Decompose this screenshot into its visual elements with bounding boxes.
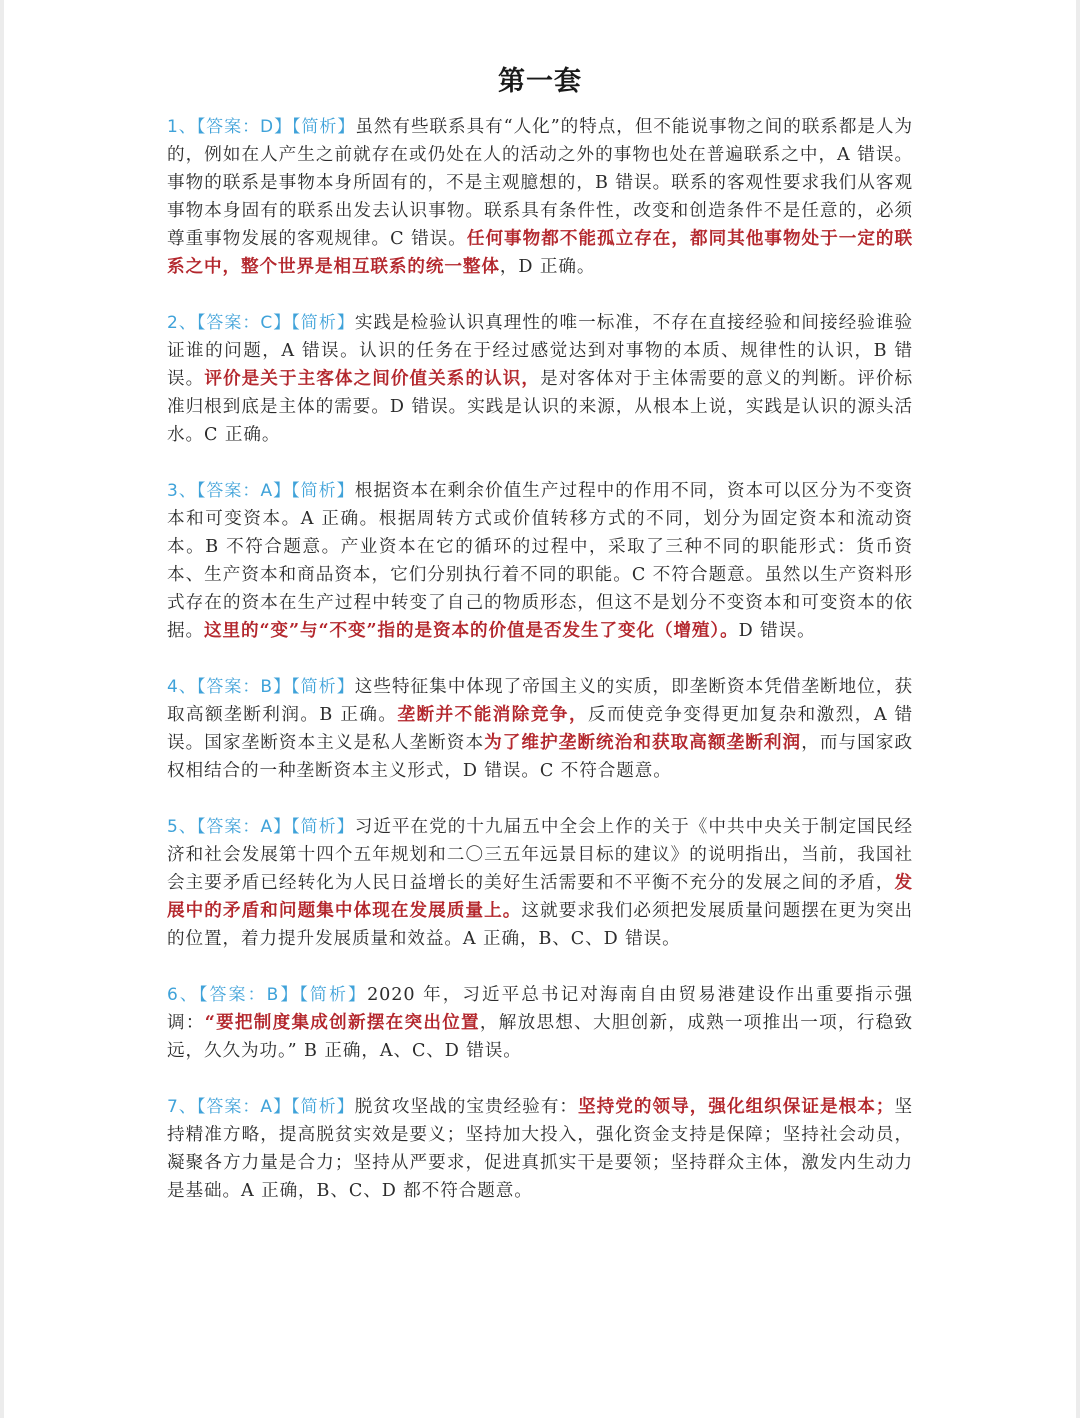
- explanation-text: 这就要求我们必须把发展质量问题摆在更为突出的位置，着力提升发展质量和效益。A 正确，B、C、D 错误。: [167, 901, 913, 949]
- answer-item-4: [167, 673, 913, 785]
- analysis-tag: 【简析】: [291, 481, 355, 501]
- analysis-tag: 【简析】: [291, 677, 355, 697]
- key-point-highlight: 坚持党的领导，强化组织保证是根本；: [578, 1096, 895, 1117]
- question-number: 7、: [167, 1097, 197, 1117]
- analysis-tag: 【简析】: [291, 313, 355, 333]
- page-edge-right: [1076, 0, 1080, 1418]
- answer-label: 【答案：A】: [196, 481, 292, 501]
- answer-item-6: [167, 981, 913, 1065]
- answer-label: 【答案：A】: [196, 1097, 292, 1117]
- explanation-text: 虽然有些联系具有“人化”的特点，但不能说事物之间的联系都是人为的，例如在人产生之前就存在或仍处在人的活动之外的事物也处在普遍联系之中，A 错误。事物的联系是事物本身所固有的，不是主观臆想的，B 错误。联系的客观性要求我们从客观事物本身固有的联系出发去认识事物。联系具有条件性，改变和创造条件不是任意的，必须尊重事物发展的客观规律。C 错误。: [167, 117, 913, 249]
- explanation-text: 脱贫攻坚战的宝贵经验有：: [354, 1097, 579, 1117]
- explanation-text: ，解放思想、大胆创新，成熟一项推出一项，行稳致远，久久为功。” B 正确，A、C、D 错误。: [167, 1013, 914, 1061]
- answer-item-7: [167, 1093, 913, 1205]
- answer-label: 【答案：B】: [198, 985, 300, 1005]
- analysis-tag: 【简析】: [291, 817, 355, 837]
- explanation-text: 习近平在党的十九届五中全会上作的关于《中共中央关于制定国民经济和社会发展第十四个五年规划和二〇三五年远景目标的建议》的说明指出，当前，我国社会主要矛盾已经转化为人民日益增长的美好生活需要和不平衡不充分的发展之间的矛盾，: [167, 817, 913, 893]
- key-point-highlight: 发展中的矛盾和问题集中体现在发展质量上。: [167, 872, 913, 921]
- answer-item-3: [167, 477, 913, 645]
- explanation-text: 反而使竞争变得更加复杂和激烈，A 错误。国家垄断资本主义是私人垄断资本: [167, 705, 913, 753]
- page-title: 第一套: [498, 66, 582, 97]
- answer-label: 【答案：B】: [196, 677, 292, 697]
- answer-item-1: [167, 113, 913, 281]
- explanation-text: 坚持精准方略，提高脱贫实效是要义；坚持加大投入，强化资金支持是保障；坚持社会动员，凝聚各方力量是合力；坚持从严要求，促进真抓实干是要领；坚持群众主体，激发内生动力是基础。A 正确，B、C、D 都不符合题意。: [167, 1097, 913, 1201]
- question-number: 5、: [167, 817, 197, 837]
- explanation-text: D 错误。: [738, 621, 816, 641]
- explanation-text: 是对客体对于主体需要的意义的判断。评价标准归根到底是主体的需要。D 错误。实践是认识的来源，从根本上说，实践是认识的源头活水。C 正确。: [167, 369, 913, 445]
- page-edge-left: [0, 0, 4, 1418]
- key-point-highlight: 任何事物都不能孤立存在，都同其他事物处于一定的联系之中，整个世界是相互联系的统一整体: [167, 228, 913, 277]
- explanation-text: 实践是检验认识真理性的唯一标准，不存在直接经验和间接经验谁验证谁的问题，A 错误。认识的任务在于经过感觉达到对事物的本质、规律性的认识，B 错误。: [167, 313, 913, 389]
- key-point-highlight: 这里的“变”与“不变”指的是资本的价值是否发生了变化（增殖）。: [204, 620, 739, 641]
- analysis-tag: 【简析】: [299, 985, 368, 1005]
- question-number: 2、: [167, 313, 197, 333]
- answer-item-5: [167, 813, 913, 953]
- question-number: 1、: [167, 117, 197, 137]
- explanation-text: ，D 正确。: [499, 257, 596, 277]
- key-point-highlight: 为了维护垄断统治和获取高额垄断利润: [484, 732, 802, 753]
- answer-label: 【答案：D】: [196, 117, 293, 137]
- explanation-text: 根据资本在剩余价值生产过程中的作用不同，资本可以区分为不变资本和可变资本。A 正确。根据周转方式或价值转移方式的不同，划分为固定资本和流动资本。B 不符合题意。产业资本在它的循环的过程中，采取了三种不同的职能形式：货币资本、生产资本和商品资本，它们分别执行着不同的职能。C 不符合题意。虽然以生产资料形式存在的资本在生产过程中转变了自己的物质形态，但这不是划分不变资本和可变资本的依据。: [167, 481, 913, 641]
- answer-label: 【答案：A】: [196, 817, 292, 837]
- question-number: 3、: [167, 481, 197, 501]
- explanation-text: 2020 年，习近平总书记对海南自由贸易港建设作出重要指示强调：: [167, 985, 913, 1033]
- explanation-text: 这些特征集中体现了帝国主义的实质，即垄断资本凭借垄断地位，获取高额垄断利润。B 正确。: [167, 677, 913, 725]
- answer-label: 【答案：C】: [196, 313, 292, 333]
- question-number: 4、: [167, 677, 197, 697]
- analysis-tag: 【简析】: [292, 117, 356, 137]
- key-point-highlight: “要把制度集成创新摆在突出位置: [204, 1012, 480, 1033]
- explanation-text: ，而与国家政权相结合的一种垄断资本主义形式，D 错误。C 不符合题意。: [167, 733, 913, 781]
- analysis-tag: 【简析】: [291, 1097, 355, 1117]
- question-number: 6、: [167, 985, 199, 1005]
- key-point-highlight: 评价是关于主客体之间价值关系的认识，: [204, 368, 541, 389]
- answer-item-2: [167, 309, 913, 449]
- key-point-highlight: 垄断并不能消除竞争，: [397, 704, 589, 725]
- document-page: [167, 62, 914, 1201]
